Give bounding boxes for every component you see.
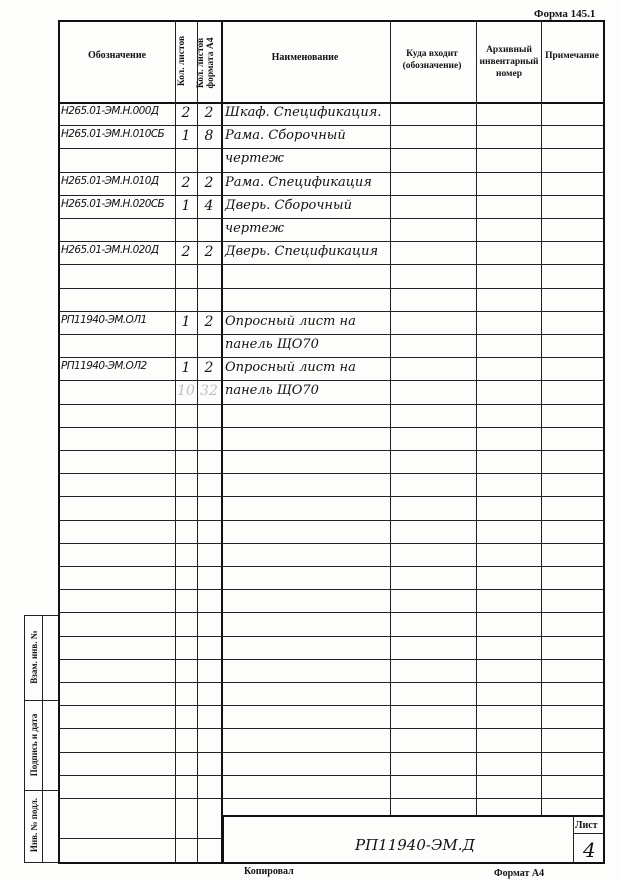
row-sheets-a4: 2 [204,360,214,377]
footer-format: Формат А4 [494,868,545,879]
row-sheets-count: 1 [181,197,191,214]
row-name: Дверь. Сборочный [225,197,352,213]
row-designation: РП11940-ЭМ.ОЛ1 [61,313,147,326]
side-label-replace-inv: Взам. инв. № [29,630,39,684]
row-name: чертеж [225,221,284,236]
row-name: Опросный лист на [225,313,356,329]
row-name: Шкаф. Спецификация. [225,105,382,120]
row-sheets-a4: 4 [204,197,214,214]
row-sheets-a4: 2 [204,105,214,121]
sheet-number: 4 [583,838,596,862]
row-sheets-a4: 2 [204,174,214,191]
row-designation: Н265.01-ЭМ.Н.020СБ [61,197,165,210]
row-sheets-count: 2 [181,105,191,121]
side-label-inv-no: Инв. № подл. [29,797,39,853]
row-designation: РП11940-ЭМ.ОЛ2 [61,360,147,373]
row-designation: Н265.01-ЭМ.Н.000Д [61,105,159,117]
form-label: Форма 145.1 [534,8,596,20]
row-sheets-a4: 32 [200,383,218,400]
row-sheets-count: 2 [181,174,191,191]
row-name: Дверь. Спецификация [225,244,379,260]
row-sheets-a4: 2 [204,244,214,261]
row-name: панель ЩО70 [225,337,319,352]
row-sheets-a4: 2 [204,313,214,330]
header-note: Примечание [545,51,599,61]
row-sheets-count: 1 [181,313,191,330]
row-name: Рама. Спецификация [225,174,372,190]
footer-copied: Копировал [244,866,294,877]
header-name: Наименование [271,52,339,63]
document-code: РП11940-ЭМ.Д [355,836,475,854]
row-sheets-count: 1 [181,360,191,377]
side-label-sign-date: Подпись и дата [29,713,39,777]
row-designation: Н265.01-ЭМ.Н.020Д [61,244,159,257]
row-sheets-count: 2 [181,244,191,261]
sheet-label: Лист [575,820,598,831]
row-name: Рама. Сборочный [225,128,346,144]
row-sheets-count: 10 [177,383,195,400]
header-designation: Обозначение [87,50,147,61]
header-archive-no: Архивный инвентарный номер [479,45,539,79]
header-sheets-count: Кол. листов [177,35,187,87]
row-name: панель ЩО70 [225,383,319,399]
row-name: Опросный лист на [225,360,356,376]
row-name: чертеж [225,151,284,167]
row-sheets-a4: 8 [204,128,214,145]
header-where-used: Куда входит (обозначение) [402,49,462,71]
header-sheets-a4: Кол. листов формата А4 [196,37,216,89]
row-sheets-count: 1 [181,128,191,145]
row-designation: Н265.01-ЭМ.Н.010Д [61,174,159,187]
row-designation: Н265.01-ЭМ.Н.010СБ [61,128,165,141]
